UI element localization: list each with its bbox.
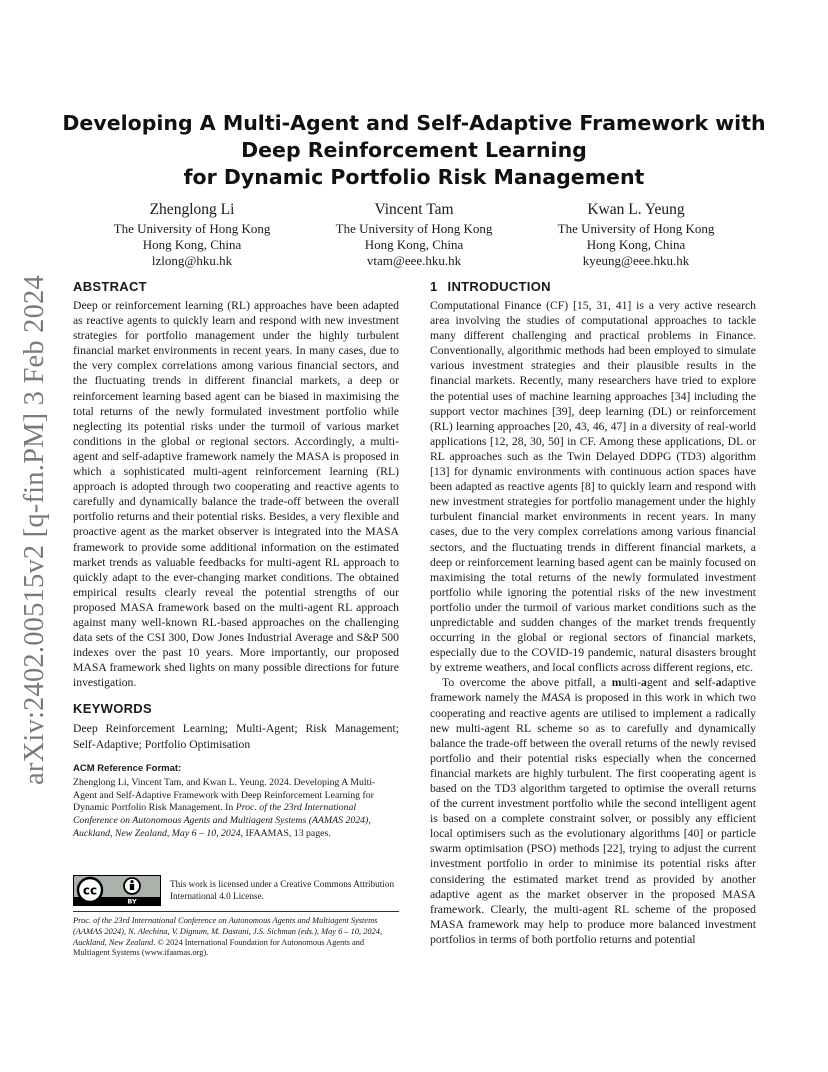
keywords-heading: KEYWORDS: [73, 701, 152, 717]
footnote-venue: Proc. of the 23rd International Conference on Autonomous Agents and Multiagent Systems (AAMAS 2024), N. Alechina, V. Dignum, M. Dastani, J.S. Sichman (eds.), May 6 – 10, 2024, Auckland, New Zealand: [73, 916, 383, 947]
paper-title: [60, 110, 768, 191]
para2-text: elf-: [699, 676, 716, 690]
author-location: Hong Kong, China: [586, 237, 686, 252]
cc-badge-right-text: BY: [127, 897, 137, 905]
title-line-3: for Dynamic Portfolio Risk Management: [183, 165, 645, 189]
author-location: Hong Kong, China: [364, 237, 464, 252]
author-email: kyeung@eee.hku.hk: [582, 253, 690, 268]
abstract-heading: ABSTRACT: [73, 279, 147, 294]
author-email: lzlong@hku.hk: [151, 253, 233, 268]
title-line-2: Deep Reinforcement Learning: [241, 138, 587, 162]
footnote-divider: [73, 911, 399, 912]
acronym-letter-s: s: [694, 676, 700, 690]
para2-text: To overcome the above pitfall, a: [442, 676, 612, 690]
acm-reference-tail: , IFAAMAS, 13 pages.: [240, 828, 331, 840]
cc-by-badge-graphic: [74, 876, 160, 905]
title-line-1: Developing A Multi-Agent and Self-Adaptive Framework with: [62, 111, 766, 135]
arxiv-identifier: [10, 275, 60, 785]
license-block: [73, 873, 399, 907]
acronym-letter-m: m: [611, 676, 622, 690]
author-name: Zhenglong Li: [149, 201, 235, 218]
acm-reference-heading: ACM Reference Format:: [73, 762, 182, 774]
acm-reference-venue: Proc. of the 23rd International Conference on Autonomous Agents and Multiagent Systems (AAMAS 2024), Auckland, New Zealand, May 6 – 10, 2024: [73, 802, 371, 840]
license-text: This work is licensed under a Creative Commons Attribution International 4.0 License.: [170, 879, 395, 901]
footnote-tail: . © 2024 International Foundation for Autonomous Agents and Multiagent Systems (www.ifaamas.org).: [73, 937, 365, 958]
acm-reference-authors-title: Zhenglong Li, Vincent Tam, and Kwan L. Yeung. 2024. Developing A Multi-Agent and Self-Adaptive Framework with Deep Reinforcement Learning for Dynamic Portfolio Risk Management. In: [73, 776, 376, 814]
para2-text: ulti-: [621, 676, 642, 690]
left-column: [73, 279, 399, 841]
author-1: [82, 200, 302, 269]
keywords-text: Deep Reinforcement Learning; Multi-Agent; Risk Management; Self-Adaptive; Portfolio Optimisation: [73, 722, 399, 751]
author-affiliation: The University of Hong Kong: [113, 221, 271, 236]
author-location: Hong Kong, China: [142, 237, 242, 252]
author-block: [0, 200, 828, 270]
acm-reference-text: [73, 777, 399, 842]
para2-text: is proposed in this work in which two cooperating and reactive agents are utilised to implement a radically new multi-agent RL scheme so as to carefully and dynamically balance the trade-off between the overall returns of the newly revised portfolio and their potential risks especially when the concerned financial markets are highly turbulent. The first cooperating agent is based on the TD3 algorithm targeted to optimise the overall returns of the current investment portfolio while the second intelligent agent is based on a complete constraint solver, or possibly any efficient local optimisers such as the evolutionary algorithms [40] or particle swarm optimisation (PSO) methods [22], trying to adjust the current investment portfolio in order to minimise its potential risks after considering the estimated market trend as provided by another adaptive agent as the market observer in the proposed MASA framework. Clearly, the multi-agent RL scheme of the proposed MASA framework may help to produce more balanced investment portfolios in terms of both portfolio returns and potential: [430, 691, 757, 946]
arxiv-identifier-text: arXiv:2402.00515v2 [q-fin.PM] 3 Feb 2024: [19, 275, 51, 785]
para2-text: gent and: [646, 676, 695, 690]
author-affiliation: The University of Hong Kong: [335, 221, 493, 236]
cc-by-license-icon[interactable]: [73, 875, 161, 906]
section-number: 1: [430, 279, 438, 294]
author-name: Kwan L. Yeung: [587, 201, 685, 218]
author-affiliation: The University of Hong Kong: [557, 221, 715, 236]
masa-term: MASA: [540, 691, 571, 705]
footnote: [73, 916, 399, 959]
acronym-letter-a: a: [641, 676, 647, 690]
introduction-paragraph-1: Computational Finance (CF) [15, 31, 41] is a very active research area involving the studies of computational approaches to tackle many different challenging and practical problems in Finance. Conventionally, algorithmic methods had been employed to simulate various investment strategies and their plausible results in the financial markets. Recently, many researchers have tried to explore the potential uses of machine learning approaches [34] including the support vector machines [39], deep learning (DL) or reinforcement (RL) learning approaches [20, 43, 46, 47] in a diversity of real-world applications [12, 28, 30, 50] in CF. Among these applications, DL or RL approaches such as the Twin Delayed DDPG (TD3) algorithm [13] for dynamic environments with continuous action spaces have been adapted as reactive agents [8] to quickly learn and respond with new investment strategies for portfolio management under the highly turbulent financial market environments in recent years. In many cases, due to the very complex correlations among various financial sectors, and the fluctuating trends in different financial markets, a deep or reinforcement learning based agent can be mainly focused on maximising the total returns of the newly formulated investment portfolio while ignoring the potential risks of the new investment portfolio under the turmoil of various market conditions such as the unpredictable and sudden changes of the market trends frequently occurring in the global or regional sectors of financial markets, especially due to the COVID-19 pandemic, natural disasters brought by extreme weathers, and local conflicts across different regions, etc.: [430, 299, 756, 675]
author-email: vtam@eee.hku.hk: [366, 253, 462, 268]
abstract-text: Deep or reinforcement learning (RL) approaches have been adapted as reactive agents to quickly learn and respond with new investment strategies for portfolio management under the highly turbulent financial market environments in recent years. In many cases, due to the very complex correlations among various financial sectors, and the fluctuating trends in different financial markets, a deep or reinforcement learning based agent can be biased in maximising the total returns of the newly formulated investment portfolio while neglecting its potential risks under the turmoil of various market conditions in the global or regional sectors. Accordingly, a multi-agent and self-adaptive framework namely the MASA is proposed in which a sophisticated multi-agent reinforcement learning (RL) approach is adopted through two cooperating and reactive agents to carefully and dynamically balance the trade-off between the overall portfolio returns and their potential risks. Besides, a very flexible and proactive agent as the market observer is integrated into the MASA framework to provide some additional information on the estimated market trends as valuable feedbacks for multi-agent RL approach to quickly adapt to the ever-changing market conditions. The obtained empirical results clearly reveal the potential strengths of our proposed MASA framework based on the multi-agent RL approach against many well-known RL-based approaches on the challenging data sets of the CSI 300, Dow Jones Industrial Average and S&P 500 indexes over the past 10 years. More importantly, our proposed MASA framework shed lights on many possible directions for future investigation.: [73, 299, 399, 690]
introduction-heading: [430, 279, 756, 295]
acronym-letter-a: a: [715, 676, 722, 690]
para2-text: daptive framework namely the: [430, 676, 756, 705]
introduction-paragraph-2: [430, 675, 756, 947]
author-name: Vincent Tam: [374, 201, 454, 218]
cc-badge-left-text: cc: [82, 883, 98, 898]
section-title: INTRODUCTION: [447, 279, 551, 294]
author-2: [304, 200, 524, 269]
author-3: [526, 200, 746, 269]
right-column: [430, 279, 756, 947]
